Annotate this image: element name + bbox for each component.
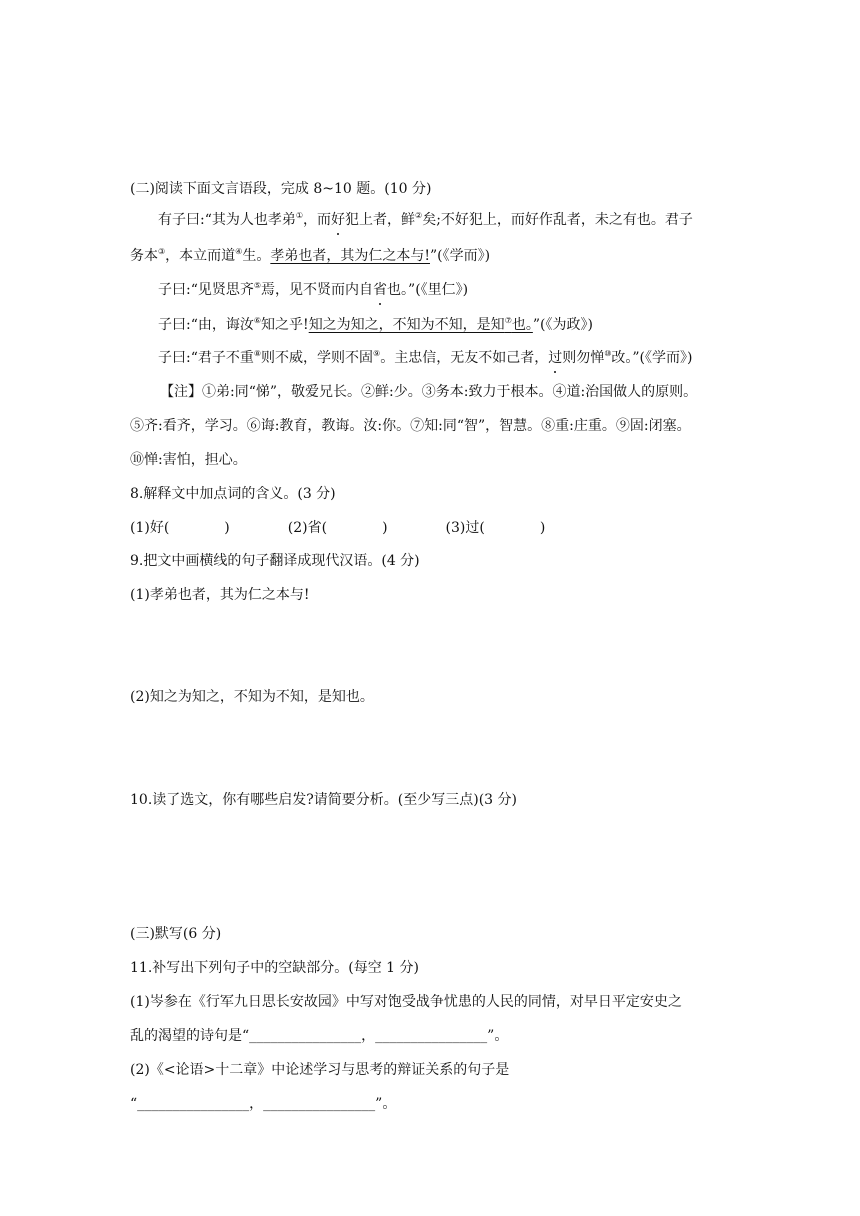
footnote-marker: ⑨	[373, 349, 381, 358]
question-8-title: 8.解释文中加点词的含义。(3 分)	[130, 486, 336, 502]
passage-paragraph-1-cont	[130, 246, 490, 266]
passage-text: 子曰:“由，诲汝	[158, 317, 254, 333]
passage-text: ”(《学而》)	[429, 248, 491, 264]
question-11-sub-1: (1)岑参在《行军九日思长安故园》中写对饱受战争忧患的人民的同情，对早日平定安史之	[130, 994, 682, 1010]
footnote-marker: ⑧	[253, 349, 262, 358]
passage-paragraph-3	[158, 315, 593, 335]
question-10-title: 10.读了选文，你有哪些启发?请简要分析。(至少写三点)(3 分)	[130, 792, 517, 808]
question-9-sub-1: (1)孝弟也者，其为仁之本与!	[130, 587, 310, 603]
question-11-title: 11.补写出下列句子中的空缺部分。(每空 1 分)	[130, 960, 419, 976]
passage-text: 则不威，学则不固	[261, 350, 374, 366]
question-11-sub-2: (2)《<论语>十二章》中论述学习与思考的辩证关系的句子是	[130, 1062, 510, 1078]
q8-close: )	[224, 520, 230, 536]
annotation-note-2: ⑤齐:看齐，学习。⑥诲:教育，教诲。汝:你。⑦知:同“智”，智慧。⑧重:庄重。⑨固:闭塞。	[130, 418, 691, 434]
q8-close: )	[539, 520, 546, 536]
footnote-marker: ③	[158, 247, 166, 256]
passage-text: 务本	[130, 248, 158, 264]
passage-text: 焉，见不贤而内自	[261, 282, 374, 298]
dotted-word-guo: 过	[548, 350, 563, 366]
underlined-text: 也。	[511, 317, 533, 333]
passage-text: 改。”(《学而》)	[611, 350, 693, 366]
passage-text: ，而	[303, 212, 332, 228]
passage-paragraph-2	[158, 280, 468, 300]
passage-text: ，本立而道	[165, 248, 236, 264]
question-11-sub-1-blanks: 乱的渴望的诗句是“________________，________________”。	[130, 1028, 509, 1044]
question-8-items	[130, 518, 545, 538]
q8-item-3: (3)过(	[445, 520, 485, 536]
q8-item-1: (1)好(	[130, 520, 170, 536]
footnote-marker: ⑦	[504, 316, 512, 325]
underlined-text: 知之为知之，不知为不知，是知	[308, 317, 505, 333]
passage-text: 矣;不好犯上，而好作乱者，未之有也。君子	[422, 212, 693, 228]
passage-text: 。主忠信，无友不如己者，	[380, 350, 549, 366]
passage-text: 生。	[242, 248, 271, 264]
passage-text: 有子曰:“其为人也孝弟	[158, 212, 296, 228]
section-heading: (二)阅读下面文言语段，完成 8~10 题。(10 分)	[130, 181, 432, 197]
question-9-sub-2: (2)知之为知之，不知为不知，是知也。	[130, 689, 374, 705]
footnote-marker: ④	[235, 247, 243, 256]
q8-close: )	[382, 520, 388, 536]
footnote-marker: ⑤	[253, 281, 262, 290]
passage-text: 子曰:“见贤思齐	[158, 282, 254, 298]
footnote-marker: ①	[295, 211, 304, 220]
underlined-sentence-2	[309, 317, 533, 333]
q8-item-2: (2)省(	[287, 520, 328, 536]
passage-text: 则勿惮	[562, 350, 605, 366]
passage-text: ”(《为政》)	[532, 317, 593, 333]
passage-paragraph-4	[158, 348, 692, 368]
passage-text: 子曰:“君子不重	[158, 350, 254, 366]
section-heading: (三)默写(6 分)	[130, 926, 222, 942]
passage-text: 知之乎!	[261, 317, 309, 333]
footnote-marker: ⑥	[253, 316, 262, 325]
passage-text: 也。”(《里仁》)	[387, 282, 469, 298]
dotted-word-hao: 好	[331, 212, 346, 228]
footnote-marker: ⑩	[604, 349, 612, 358]
dotted-word-xing: 省	[373, 282, 388, 298]
passage-text: 犯上者，鲜	[345, 212, 416, 228]
annotation-note-1: 【注】①弟:同“悌”，敬爱兄长。②鲜:少。③务本:致力于根本。④道:治国做人的原则。	[160, 384, 698, 400]
question-11-sub-2-blanks: “________________，________________”。	[130, 1096, 397, 1112]
underlined-sentence-1: 孝弟也者，其为仁之本与!	[270, 248, 430, 264]
footnote-marker: ②	[415, 211, 423, 220]
passage-paragraph-1	[158, 210, 693, 230]
question-9-title: 9.把文中画横线的句子翻译成现代汉语。(4 分)	[130, 553, 420, 569]
annotation-note-3: ⑩惮:害怕，担心。	[130, 452, 247, 468]
